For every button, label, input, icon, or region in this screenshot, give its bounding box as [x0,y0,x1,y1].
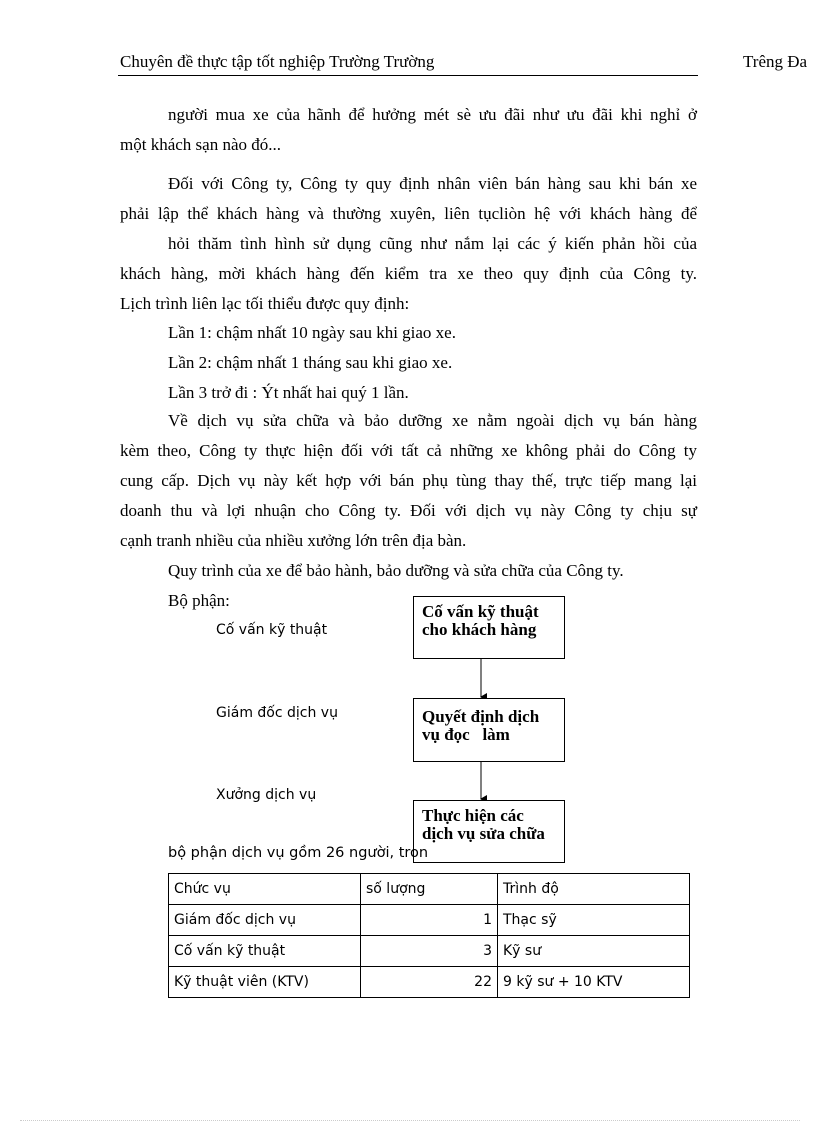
header-page-label: Trêng Đa [743,52,808,71]
paragraph-line: Quy trình của xe để bảo hành, bảo dưỡng và sửa chữa của Công ty. [168,561,624,580]
table-header-cell: Trình độ [498,874,690,905]
footer-rule [20,1120,800,1121]
table-cell-count: 22 [361,967,498,998]
paragraph-line: Lịch trình liên lạc tối thiểu được quy định: [120,294,410,313]
staff-table [168,873,690,998]
paragraph-line: cung cấp. Dịch vụ này kết hợp với bán phụ tùng thay thế, trực tiếp mang lại [120,471,697,490]
schedule-item-1: Lần 1: chậm nhất 10 ngày sau khi giao xe. [168,323,456,342]
step-box-advisor [413,596,565,659]
dept-label-workshop: Xưởng dịch vụ [216,787,317,803]
step-box-line: vụ đọc làm [422,725,510,744]
paragraph-line: người mua xe của hãnh để hưởng mét sè ưu đãi như ưu đãi khi nghỉ ở [168,105,697,124]
table-row [169,967,690,998]
table-cell-position: Kỹ thuật viên (KTV) [169,967,361,998]
header-title: Chuyên đề thực tập tốt nghiệp Trường Trường [120,52,435,71]
table-cell-qualification: Kỹ sư [498,936,690,967]
paragraph-line: hỏi thăm tình hình sử dụng cũng như nắm lại các ý kiến phản hồi của [168,234,697,253]
step-box-line: Cố vấn kỹ thuật [422,602,539,621]
table-header-row [169,874,690,905]
table-cell-position: Giám đốc dịch vụ [169,905,361,936]
table-cell-qualification: 9 kỹ sư + 10 KTV [498,967,690,998]
step-box-line: Quyết định dịch [422,707,540,726]
table-row [169,905,690,936]
dept-label-advisor: Cố vấn kỹ thuật [216,622,328,638]
schedule-item-2: Lần 2: chậm nhất 1 tháng sau khi giao xe. [168,353,453,372]
paragraph-line: phải lập thể khách hàng và thường xuyên, liên tụcliòn hệ với khách hàng để [120,204,697,223]
step-box-decision [413,698,565,762]
paragraph-line: khách hàng, mời khách hàng đến kiểm tra xe theo quy định của Công ty. [120,264,697,283]
step-box-line: Thực hiện các [422,806,524,825]
step-box-line: cho khách hàng [422,620,537,639]
table-header-cell: Chức vụ [169,874,361,905]
step-box-line: dịch vụ sửa chữa [422,824,545,843]
table-cell-qualification: Thạc sỹ [498,905,690,936]
paragraph-line: Đối với Công ty, Công ty quy định nhân viên bán hàng sau khi bán xe [168,174,697,193]
paragraph-line: một khách sạn nào đó... [120,135,281,154]
table-intro: bộ phận dịch vụ gồm 26 người, tron [168,845,429,861]
paragraph-line: cạnh tranh nhiều của nhiều xưởng lớn trên địa bàn. [120,531,467,550]
table-cell-count: 1 [361,905,498,936]
bo-phan-label: Bộ phận: [168,591,230,610]
table-cell-position: Cố vấn kỹ thuật [169,936,361,967]
paragraph-line: kèm theo, Công ty thực hiện đối với tất cả những xe không phải do Công ty [120,441,697,460]
paragraph-line: Về dịch vụ sửa chữa và bảo dưỡng xe nằm ngoài dịch vụ bán hàng [168,411,697,430]
step-box-execution [413,800,565,863]
paragraph-line: doanh thu và lợi nhuận cho Công ty. Đối với dịch vụ này Công ty chịu sự [120,501,697,520]
table-cell-count: 3 [361,936,498,967]
dept-label-service-director: Giám đốc dịch vụ [216,705,338,721]
schedule-item-3: Lần 3 trở đi : Ýt nhất hai quý 1 lần. [168,383,409,402]
table-header-cell: số lượng [361,874,498,905]
table-row [169,936,690,967]
